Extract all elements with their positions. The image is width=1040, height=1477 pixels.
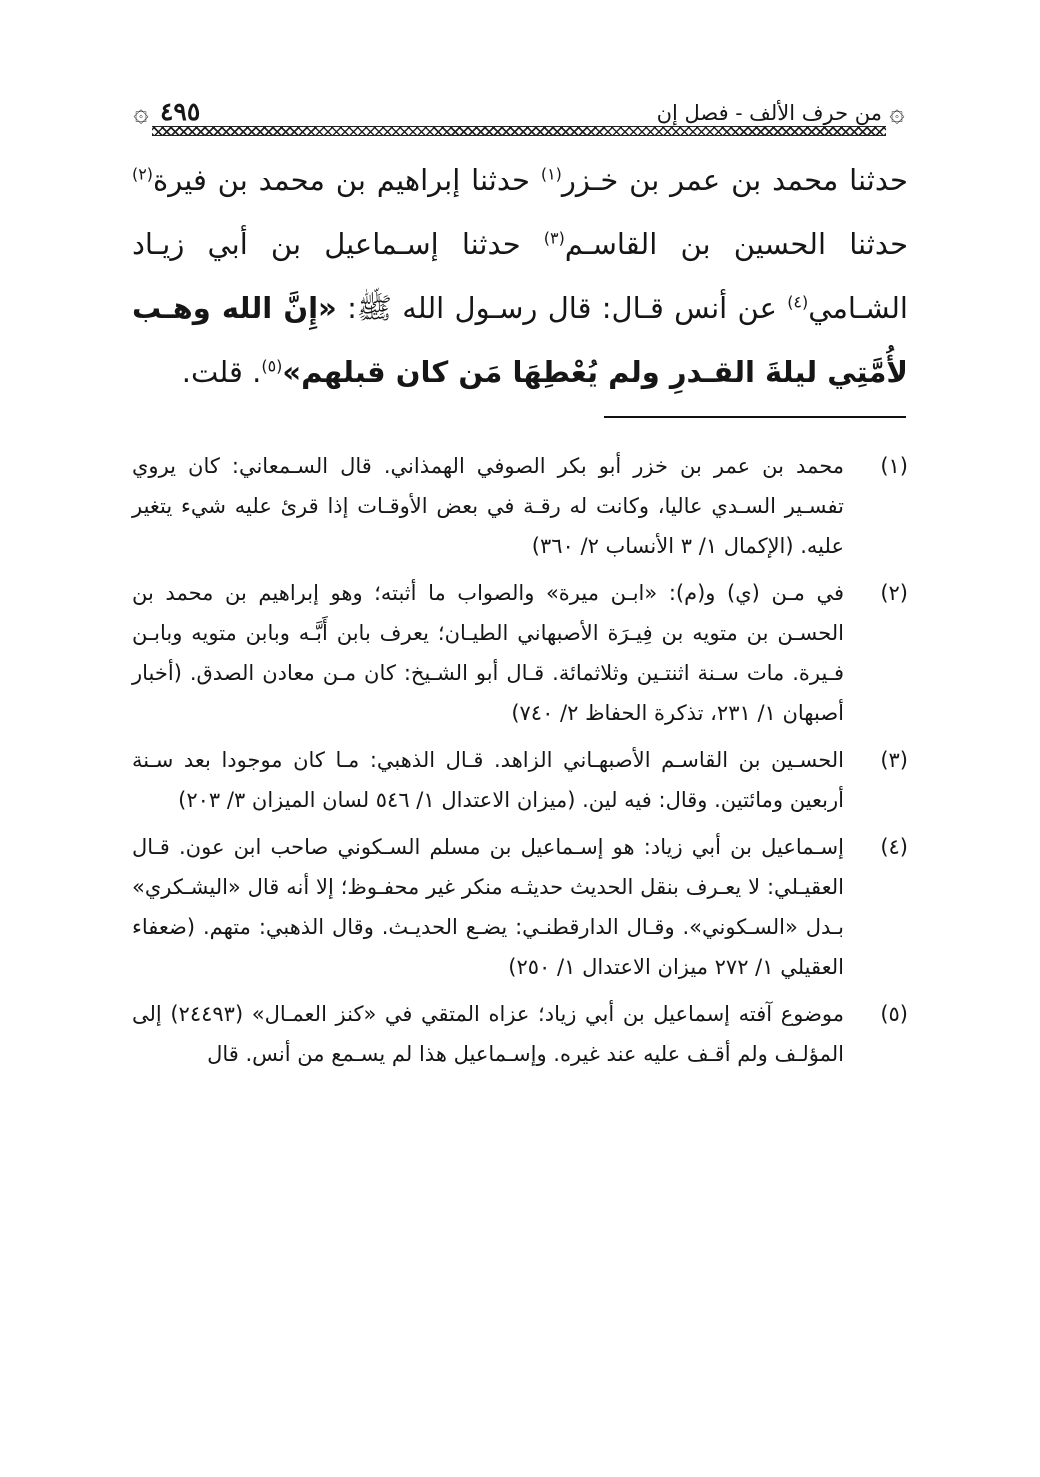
footnote-separator [604, 416, 906, 418]
footnote-3 [132, 740, 908, 820]
footnote-ref-4: (٤) [787, 292, 809, 312]
footnote-number: (٢) [880, 581, 908, 605]
footnote-text: الحسـين بن القاسـم الأصبهـاني الزاهد. قـال الذهبي: مـا كان موجودا بعد سـنة أربعين ومائتين. وقال: فيه لين. (ميزان الاعتدال ١/ ٥٤٦ لسان الميزان ٣/ ٢٠٣) [132, 748, 844, 812]
isnad-text: حدثنا إبراهيم بن محمد بن فيرة [153, 163, 541, 197]
hadith-matn: «إِنَّ الله وهـب لأُمَّتِي ليلةَ القـدرِ ولم يُعْطِهَا مَن كان قبلهم» [132, 291, 908, 389]
isnad-text: حدثنا إسـماعيل بن أبي زيـاد الشـامي [132, 227, 908, 325]
footnote-text: محمد بن عمر بن خزر أبو بكر الصوفي الهمذاني. قال السـمعاني: كان يروي تفسـير السـدي عاليا، وكانت له رقـة في بعض الأوقـات إذا قرئ عليه شيء يتغير عليه. (الإكمال ١/ ٣ الأنساب ٢/ ٣٦٠) [132, 454, 844, 558]
closing-text: . قلت. [181, 355, 262, 389]
footnote-ref-2: (٢) [132, 164, 153, 184]
footnote-1 [132, 446, 908, 566]
footnote-number: (١) [880, 454, 908, 478]
footnote-2 [132, 573, 908, 733]
page-header [130, 94, 908, 138]
footnote-number: (٥) [880, 1002, 908, 1026]
footnote-5 [132, 994, 908, 1074]
footnote-number: (٤) [880, 835, 908, 859]
footnote-text: إسـماعيل بن أبي زياد: هو إسـماعيل بن مسلم السـكوني صاحب ابن عون. قـال العقيـلي: لا يعـرف بنقل الحديث حديثـه منكر غير محفـوظ؛ إلا أنه قال «اليشـكري» بـدل «السـكوني». وقـال الدارقطنـي: يضـع الحديـث. وقال الذهبي: متهم. (ضعفاء العقيلي ١/ ٢٧٢ ميزان الاعتدال ١/ ٢٥٠) [132, 835, 844, 979]
footnote-ref-5: (٥) [261, 356, 283, 376]
page-number: ٤٩٥ [160, 97, 201, 126]
footnote-ref-3: (٣) [543, 228, 565, 248]
header-ornament-right-icon: ۞ [889, 98, 905, 128]
running-title: من حرف الألف - فصل إن [656, 101, 882, 125]
footnote-ref-1: (١) [540, 164, 562, 184]
header-ornament-left-icon: ۞ [133, 98, 149, 128]
header-decorative-rule [152, 126, 886, 136]
isnad-text: حدثنا الحسين بن القاسـم [564, 227, 908, 261]
footnote-text: في مـن (ي) و(م): «ابـن ميرة» والصواب ما أثبته؛ وهو إبراهيم بن محمد بن الحسـن بن متويه بن فِيـرَة الأصبهاني الطيـان؛ يعرف بابن أَبَّـه وبابن متويه وبابـن فـيرة. مات سـنة اثنتـين وثلاثمائة. قـال أبو الشـيخ: كان مـن معادن الصدق. (أخبار أصبهان ١/ ٢٣١، تذكرة الحفاظ ٢/ ٧٤٠) [132, 581, 844, 725]
footnotes-section [132, 446, 908, 1081]
isnad-text: حدثنا محمد بن عمر بن خـزر [561, 163, 908, 197]
footnote-number: (٣) [880, 748, 908, 772]
footnote-text: موضوع آفته إسماعيل بن أبي زياد؛ عزاه المتقي في «كنز العمـال» (٢٤٤٩٣) إلى المؤلـف ولم أقـف عليه عند غيره. وإسـماعيل هذا لم يسـمع من أنس. قال [132, 1002, 845, 1066]
main-hadith-paragraph [132, 148, 908, 404]
isnad-text: عن أنس قـال: قال رسـول الله ﷺ: [336, 291, 788, 325]
footnote-4 [132, 827, 908, 987]
